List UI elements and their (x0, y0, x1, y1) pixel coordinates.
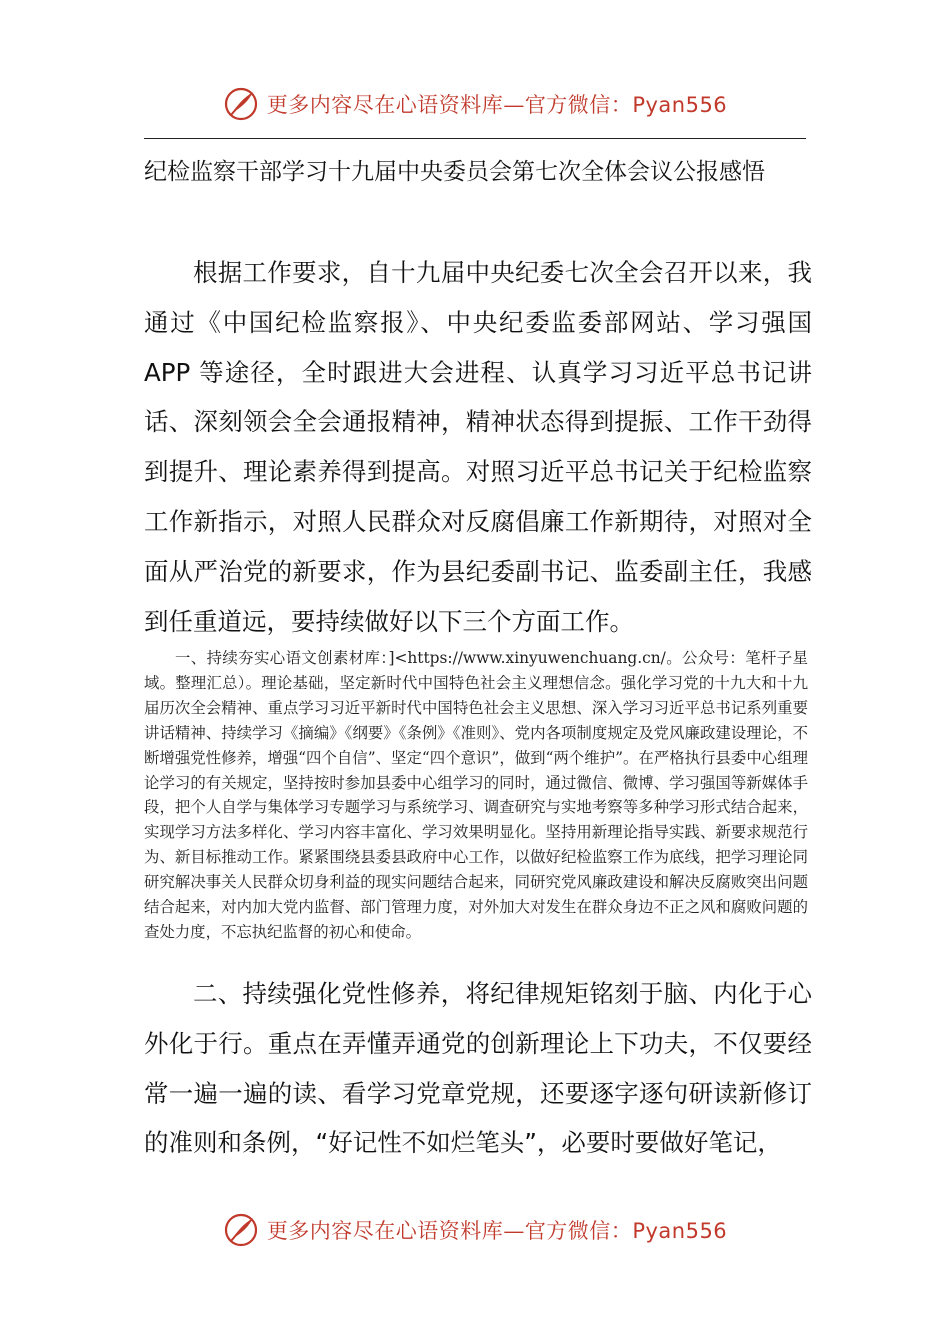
header-banner-sep: — (503, 93, 525, 117)
header-banner-official: 官方微信： (524, 93, 633, 117)
footer-banner-wechat: Pyan556 (632, 1219, 728, 1243)
quill-logo-icon (223, 1212, 259, 1248)
document-title: 纪检监察干部学习十九届中央委员会第七次全体会议公报感悟 (144, 159, 765, 185)
paragraph-section-2: 二、持续强化党性修养，将纪律规矩铭刻于脑、内化于心外化于行。重点在弄懂弄通党的创新理论上下功夫，不仅要经常一遍一遍的读、看学习党章党规，还要逐字逐句研读新修订的准则和条例，“好记性不如烂笔头”，必要时要做好笔记， (144, 979, 812, 1158)
header-banner-text (267, 89, 727, 119)
footer-banner (0, 1208, 950, 1252)
header-divider (144, 138, 806, 139)
header-banner-main: 更多内容尽在心语资料库 (266, 93, 504, 117)
quill-logo-icon (223, 86, 259, 122)
header-banner (0, 82, 950, 126)
footer-banner-official: 官方微信： (524, 1219, 633, 1243)
footer-banner-main: 更多内容尽在心语资料库 (266, 1219, 504, 1243)
paragraph-section-1: 一、持续夯实心语文创素材库：]<https://www.xinyuwenchuang.cn/。公众号：笔杆子星域。整理汇总）。理论基础，坚定新时代中国特色社会主义理想信念。强化学习党的十九大和十九届历次全会精神、重点学习习近平新时代中国特色社会主义思想、深入学习习近平总书记系列重要讲话精神、持续学习《摘编》《纲要》《条例》《准则》、党内各项制度规定及党风廉政建设理论，不断增强党性修养，增强“四个自信”、坚定“四个意识”，做到“两个维护”。在严格执行县委中心组理论学习的有关规定，坚持按时参加县委中心组学习的同时，通过微信、微博、学习强国等新媒体手段，把个人自学与集体学习专题学习与系统学习、调查研究与实地考察等多种学习形式结合起来，实现学习方法多样化、学习内容丰富化、学习效果明显化。坚持用新理论指导实践、新要求规范行为、新目标推动工作。紧紧围绕县委县政府中心工作，以做好纪检监察工作为底线，把学习理论同研究解决事关人民群众切身利益的现实问题结合起来，同研究党风廉政建设和解决反腐败突出问题结合起来，对内加大党内监督、部门管理力度，对外加大对发生在群众身边不正之风和腐败问题的查处力度，不忘执纪监督的初心和使命。 (144, 649, 808, 941)
header-banner-wechat: Pyan556 (632, 93, 728, 117)
footer-banner-text (267, 1215, 727, 1245)
paragraph-intro: 根据工作要求，自十九届中央纪委七次全会召开以来，我通过《中国纪检监察报》、中央纪委监委部网站、学习强国APP 等途径，全时跟进大会进程、认真学习习近平总书记讲话、深刻领会全会通报精神，精神状态得到提振、工作干劲得到提升、理论素养得到提高。对照习近平总书记关于纪检监察工作新指示，对照人民群众对反腐倡廉工作新期待，对照对全面从严治党的新要求，作为县纪委副书记、监委副主任，我感到任重道远，要持续做好以下三个方面工作。 (144, 258, 812, 636)
footer-banner-sep: — (503, 1219, 525, 1243)
